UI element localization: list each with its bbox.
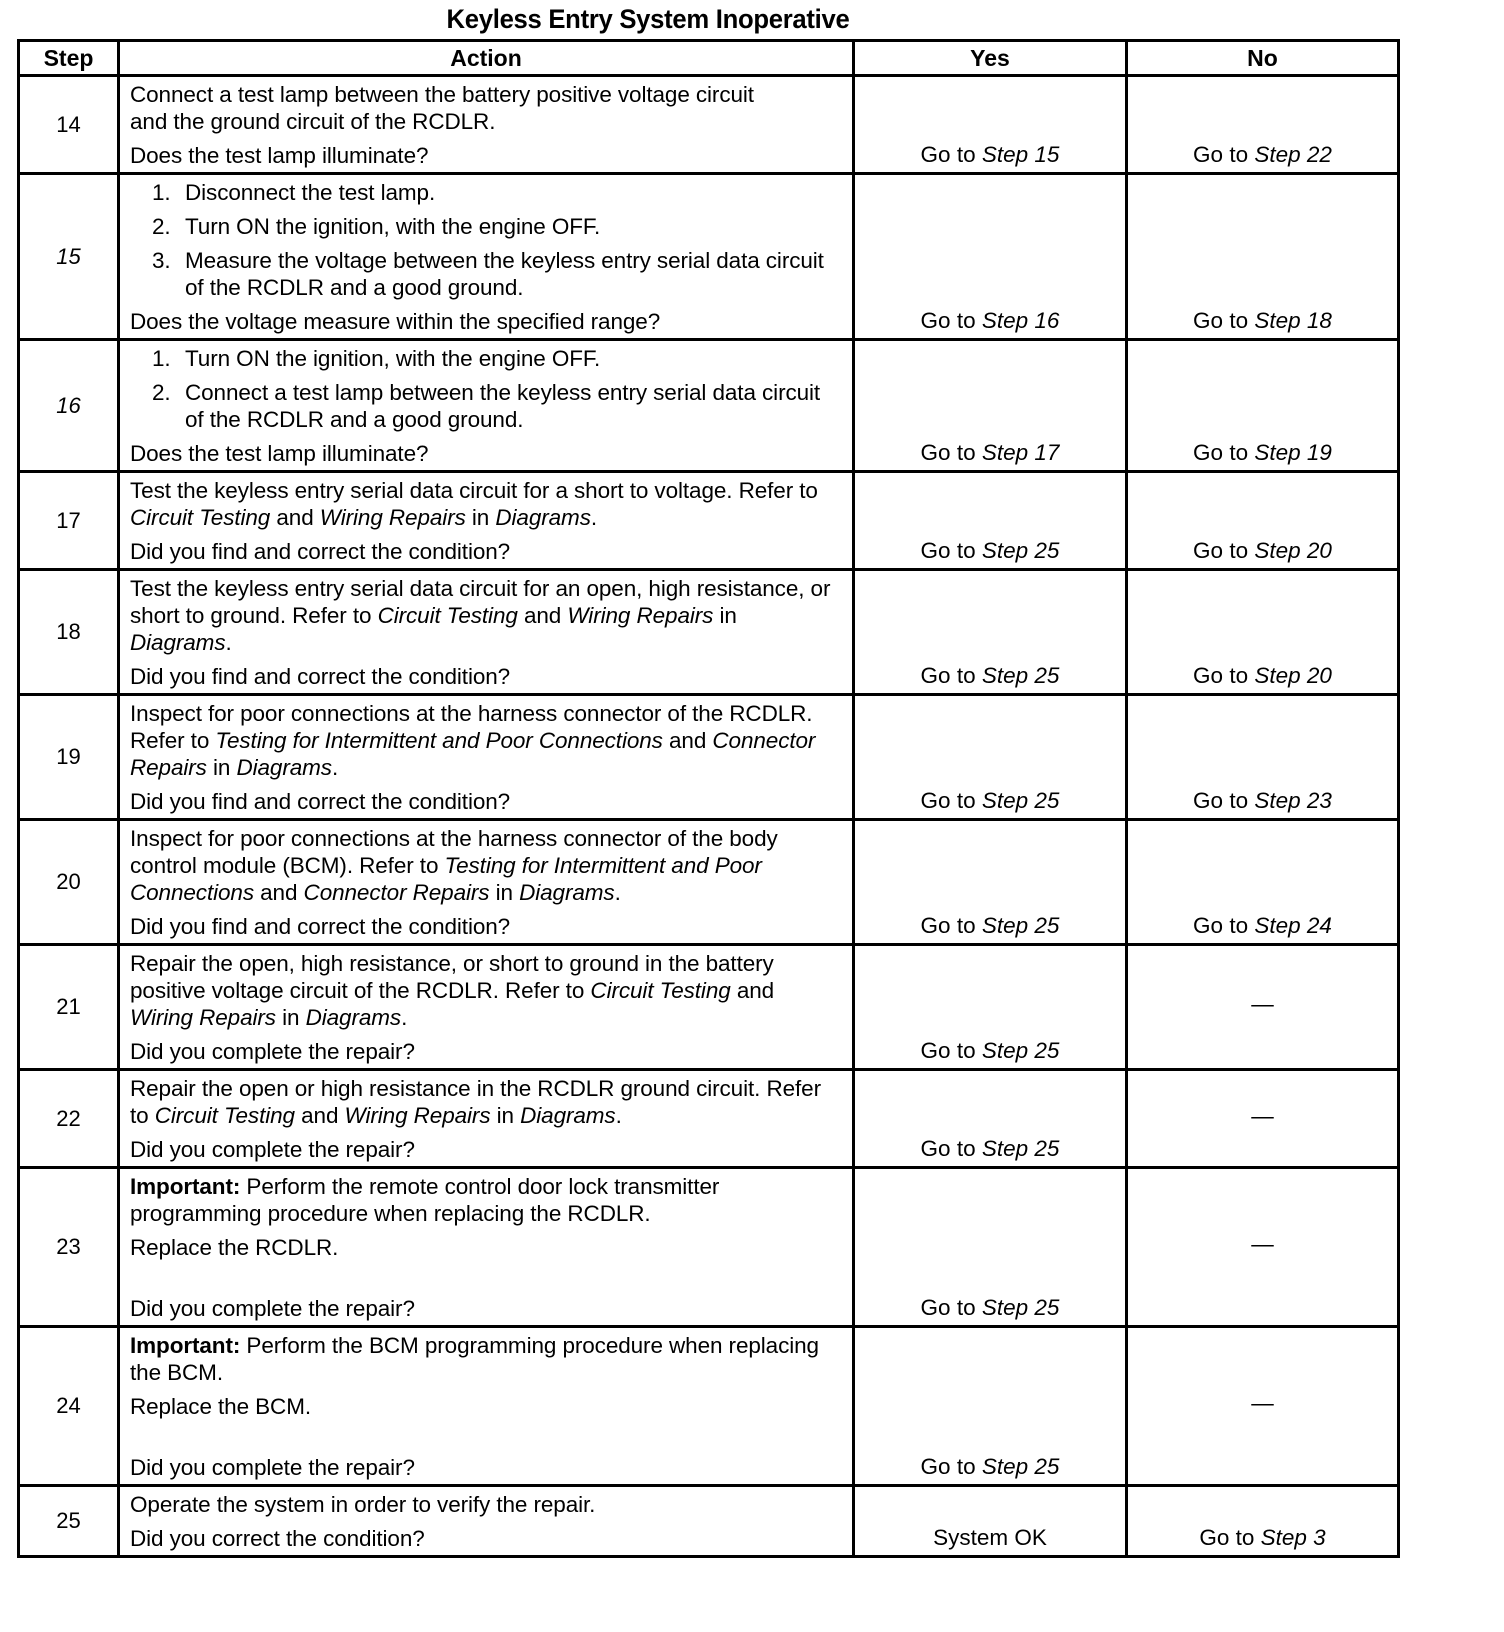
- no-step-number: 18: [1306, 308, 1332, 333]
- and-text: and: [523, 603, 562, 628]
- header-step: Step: [19, 41, 119, 76]
- in-text: in: [213, 755, 231, 780]
- reference-link: Diagrams: [520, 1103, 616, 1128]
- step-word: Step: [1254, 788, 1301, 813]
- action-cell: [119, 695, 854, 820]
- go-to-text: Go to: [1193, 913, 1249, 938]
- in-text: in: [282, 1005, 300, 1030]
- step-word: Step: [1254, 663, 1301, 688]
- instruction-text: Replace the BCM.: [130, 1394, 311, 1419]
- go-to-text: Go to: [1193, 308, 1249, 333]
- go-to-text: Go to: [1193, 538, 1249, 563]
- yes-cell: [854, 1168, 1127, 1327]
- step-number: 20: [19, 820, 119, 945]
- step-word: Step: [981, 1454, 1029, 1479]
- reference-link: Diagrams: [305, 1005, 402, 1030]
- no-cell: [1127, 1327, 1399, 1486]
- go-to-text: Go to: [920, 440, 976, 465]
- go-to-text: Go to: [920, 913, 976, 938]
- table-row: [19, 1486, 1399, 1557]
- step-number: 19: [19, 695, 119, 820]
- numbered-item: [152, 345, 842, 372]
- table-row: [19, 820, 1399, 945]
- step-number: 18: [19, 570, 119, 695]
- item-text: Turn ON the ignition, with the engine OFF.: [185, 214, 601, 239]
- item-text: Disconnect the test lamp.: [185, 180, 436, 205]
- yes-step-number: 25: [1034, 1038, 1060, 1063]
- period: .: [615, 1103, 622, 1128]
- diagnostic-table: [17, 39, 1400, 1558]
- step-word: Step: [981, 308, 1029, 333]
- go-to-text: Go to: [1193, 663, 1249, 688]
- question-text: Did you complete the repair?: [130, 1137, 415, 1162]
- action-text: [130, 1075, 842, 1129]
- reference-link: Circuit Testing: [154, 1103, 295, 1128]
- no-go-to: [1128, 788, 1397, 814]
- action-cell: [119, 472, 854, 570]
- question-text: Did you complete the repair?: [130, 1455, 415, 1480]
- question-text: Did you find and correct the condition?: [130, 789, 511, 814]
- important-label: Important:: [130, 1174, 241, 1199]
- no-cell: [1127, 76, 1399, 174]
- refer-to-text: Refer to: [505, 978, 585, 1003]
- go-to-text: Go to: [1199, 1525, 1255, 1550]
- table-row: [19, 76, 1399, 174]
- yes-go-to: [855, 1295, 1125, 1321]
- numbered-item: [152, 379, 842, 433]
- yes-go-to: [855, 1136, 1125, 1162]
- item-number: 3.: [152, 248, 171, 273]
- step-word: Step: [1260, 1525, 1307, 1550]
- not-applicable-dash: —: [1251, 991, 1274, 1017]
- no-cell: [1127, 1070, 1399, 1168]
- important-text: Perform the remote control door lock transmitter programming procedure when replacing the RCDLR.: [130, 1174, 720, 1226]
- yes-step-number: 25: [1034, 913, 1060, 938]
- step-number: 21: [19, 945, 119, 1070]
- lead-text: Inspect for poor connections at the harness connector of the body control module (BCM).: [130, 826, 778, 878]
- lead-text: Test the keyless entry serial data circuit for an open, high resistance, or short to ground.: [130, 576, 831, 628]
- question-text: Did you correct the condition?: [130, 1526, 425, 1551]
- yes-result: System OK: [933, 1525, 1047, 1550]
- important-label: Important:: [130, 1333, 241, 1358]
- no-step-number: 19: [1306, 440, 1332, 465]
- page-title: Keyless Entry System Inoperative: [446, 4, 850, 34]
- yes-go-to: [855, 1038, 1125, 1064]
- action-cell: [119, 1327, 854, 1486]
- reference-link: Wiring Repairs: [567, 603, 714, 628]
- no-cell: [1127, 174, 1399, 340]
- yes-go-to: [855, 308, 1125, 334]
- not-applicable-dash: —: [1251, 1231, 1274, 1257]
- reference-link: Connector Repairs: [130, 728, 816, 780]
- reference-link: Circuit Testing: [377, 603, 518, 628]
- action-cell: [119, 945, 854, 1070]
- yes-cell: [854, 820, 1127, 945]
- no-go-to: [1128, 1525, 1397, 1551]
- lead-text: Repair the open, high resistance, or short to ground in the battery positive voltage circuit of the RCDLR.: [130, 951, 774, 1003]
- step-word: Step: [1254, 308, 1301, 333]
- yes-step-number: 25: [1034, 1136, 1060, 1161]
- no-cell: [1127, 945, 1399, 1070]
- yes-go-to: [855, 663, 1125, 689]
- reference-link: Diagrams: [236, 755, 332, 780]
- yes-cell: [854, 1327, 1127, 1486]
- go-to-text: Go to: [920, 1295, 976, 1320]
- table-header-row: [19, 41, 1399, 76]
- step-word: Step: [981, 1038, 1029, 1063]
- question-text: Does the voltage measure within the specified range?: [130, 309, 661, 334]
- item-text: Connect a test lamp between the keyless entry serial data circuit of the RCDLR and a good ground.: [185, 380, 821, 432]
- go-to-text: Go to: [1193, 142, 1249, 167]
- period: .: [590, 505, 598, 530]
- no-cell: [1127, 695, 1399, 820]
- action-line: Connect a test lamp between the battery positive voltage circuit: [130, 82, 754, 107]
- item-number: 2.: [152, 380, 171, 405]
- yes-step-number: 25: [1034, 1454, 1060, 1479]
- yes-cell: [854, 570, 1127, 695]
- go-to-text: Go to: [1193, 788, 1249, 813]
- step-number: 17: [19, 472, 119, 570]
- and-text: and: [736, 978, 775, 1003]
- action-cell: [119, 1070, 854, 1168]
- step-word: Step: [981, 142, 1029, 167]
- action-text: [130, 700, 842, 781]
- table-row: [19, 695, 1399, 820]
- step-number: 24: [19, 1327, 119, 1486]
- step-number: 14: [19, 76, 119, 174]
- go-to-text: Go to: [920, 538, 976, 563]
- action-cell: [119, 76, 854, 174]
- question-text: Did you complete the repair?: [130, 1296, 415, 1321]
- reference-link: Wiring Repairs: [319, 505, 466, 530]
- period: .: [401, 1005, 408, 1030]
- step-number: 25: [19, 1486, 119, 1557]
- yes-cell: [854, 695, 1127, 820]
- question-text: Does the test lamp illuminate?: [130, 441, 429, 466]
- yes-step-number: 15: [1034, 142, 1060, 167]
- action-line: and the ground circuit of the RCDLR.: [130, 109, 496, 134]
- not-applicable-dash: —: [1251, 1390, 1274, 1416]
- reference-link: Circuit Testing: [130, 505, 271, 530]
- no-step-number: 20: [1306, 538, 1332, 563]
- action-cell: [119, 1486, 854, 1557]
- lead-text: Operate the system in order to verify the repair.: [130, 1492, 596, 1517]
- yes-go-to: [855, 142, 1125, 168]
- yes-cell: [854, 945, 1127, 1070]
- no-cell: [1127, 570, 1399, 695]
- reference-link: Diagrams: [519, 880, 615, 905]
- question-text: Did you complete the repair?: [130, 1039, 415, 1064]
- go-to-text: Go to: [920, 308, 976, 333]
- yes-step-number: 25: [1034, 788, 1060, 813]
- and-text: and: [260, 880, 298, 905]
- action-text: [130, 1491, 842, 1518]
- step-word: Step: [1254, 538, 1301, 563]
- yes-step-number: 17: [1034, 440, 1060, 465]
- action-cell: [119, 174, 854, 340]
- header-action: Action: [119, 41, 854, 76]
- table-row: [19, 174, 1399, 340]
- no-go-to: [1128, 538, 1397, 564]
- go-to-text: Go to: [920, 663, 976, 688]
- step-word: Step: [981, 663, 1029, 688]
- table-row: [19, 1327, 1399, 1486]
- no-step-number: 20: [1306, 663, 1332, 688]
- item-text: Measure the voltage between the keyless entry serial data circuit of the RCDLR and a good ground.: [185, 248, 824, 300]
- question-text: Did you find and correct the condition?: [130, 664, 511, 689]
- and-text: and: [276, 505, 314, 530]
- header-no: No: [1127, 41, 1399, 76]
- item-text: Turn ON the ignition, with the engine OFF.: [185, 346, 601, 371]
- refer-to-text: Refer to: [130, 728, 210, 753]
- reference-link: Diagrams: [130, 630, 226, 655]
- not-applicable-dash: —: [1251, 1102, 1274, 1128]
- question-text: Does the test lamp illuminate?: [130, 143, 429, 168]
- numbered-item: [152, 247, 842, 301]
- yes-step-number: 16: [1034, 308, 1060, 333]
- refer-to-text: Refer to: [738, 478, 818, 503]
- reference-link: Connector Repairs: [303, 880, 490, 905]
- no-cell: [1127, 1486, 1399, 1557]
- yes-go-to: [855, 788, 1125, 814]
- step-word: Step: [981, 440, 1029, 465]
- in-text: in: [496, 1103, 514, 1128]
- step-word: Step: [1254, 913, 1301, 938]
- period: .: [225, 630, 232, 655]
- no-step-number: 3: [1313, 1525, 1326, 1550]
- yes-cell: [854, 472, 1127, 570]
- go-to-text: Go to: [920, 142, 976, 167]
- no-go-to: [1128, 663, 1397, 689]
- yes-go-to: [855, 1454, 1125, 1480]
- item-number: 1.: [152, 346, 171, 371]
- question-text: Did you find and correct the condition?: [130, 914, 511, 939]
- lead-text: Repair the open or high resistance in the RCDLR ground circuit.: [130, 1076, 761, 1101]
- no-cell: [1127, 340, 1399, 472]
- yes-step-number: 25: [1034, 663, 1060, 688]
- reference-link: Testing for Intermittent and Poor Connections: [130, 853, 762, 905]
- no-go-to: [1128, 440, 1397, 466]
- action-text: [130, 575, 842, 656]
- no-step-number: 23: [1306, 788, 1332, 813]
- step-word: Step: [1254, 440, 1301, 465]
- period: .: [331, 755, 339, 780]
- important-note: [130, 1332, 842, 1386]
- action-cell: [119, 570, 854, 695]
- in-text: in: [719, 603, 737, 628]
- yes-go-to: [855, 913, 1125, 939]
- yes-cell: [854, 1486, 1127, 1557]
- go-to-text: Go to: [920, 1136, 976, 1161]
- lead-text: Inspect for poor connections at the harness connector of the RCDLR.: [130, 701, 813, 726]
- action-text: [130, 81, 842, 135]
- action-cell: [119, 340, 854, 472]
- reference-link: Testing for Intermittent and Poor Connections: [215, 728, 663, 753]
- step-number: 23: [19, 1168, 119, 1327]
- go-to-text: Go to: [920, 1454, 976, 1479]
- refer-to-text: Refer to: [359, 853, 439, 878]
- refer-to-text: Refer to: [292, 603, 372, 628]
- table-row: [19, 1168, 1399, 1327]
- yes-cell: [854, 174, 1127, 340]
- numbered-item: [152, 213, 842, 240]
- table-row: [19, 1070, 1399, 1168]
- yes-cell: [854, 1070, 1127, 1168]
- step-word: Step: [1254, 142, 1301, 167]
- yes-step-number: 25: [1034, 1295, 1060, 1320]
- action-cell: [119, 820, 854, 945]
- no-step-number: 22: [1306, 142, 1332, 167]
- table-row: [19, 945, 1399, 1070]
- question-text: Did you find and correct the condition?: [130, 539, 511, 564]
- and-text: and: [301, 1103, 339, 1128]
- important-text: Perform the BCM programming procedure when replacing the BCM.: [130, 1333, 819, 1385]
- in-text: in: [471, 505, 490, 530]
- reference-link: Wiring Repairs: [130, 1005, 276, 1030]
- no-cell: [1127, 472, 1399, 570]
- action-text: [130, 825, 842, 906]
- yes-go-to: [855, 538, 1125, 564]
- item-number: 1.: [152, 180, 171, 205]
- header-yes: Yes: [854, 41, 1127, 76]
- go-to-text: Go to: [920, 788, 976, 813]
- and-text: and: [669, 728, 707, 753]
- period: .: [614, 880, 621, 905]
- no-step-number: 24: [1306, 913, 1332, 938]
- reference-link: Wiring Repairs: [344, 1103, 491, 1128]
- action-cell: [119, 1168, 854, 1327]
- no-cell: [1127, 820, 1399, 945]
- no-go-to: [1128, 142, 1397, 168]
- numbered-item: [152, 179, 842, 206]
- step-number: 22: [19, 1070, 119, 1168]
- yes-go-to: [855, 440, 1125, 466]
- step-word: Step: [981, 1295, 1029, 1320]
- action-text: [130, 950, 842, 1031]
- table-row: [19, 570, 1399, 695]
- important-note: [130, 1173, 842, 1227]
- lead-text: Test the keyless entry serial data circuit for a short to voltage.: [130, 478, 733, 503]
- step-number: 16: [19, 340, 119, 472]
- reference-link: Diagrams: [495, 505, 591, 530]
- step-number: 15: [19, 174, 119, 340]
- yes-cell: [854, 340, 1127, 472]
- no-cell: [1127, 1168, 1399, 1327]
- table-row: [19, 340, 1399, 472]
- yes-cell: [854, 76, 1127, 174]
- no-go-to: [1128, 308, 1397, 334]
- spacer: [130, 1427, 842, 1454]
- instruction-text: Replace the RCDLR.: [130, 1235, 339, 1260]
- yes-step-number: 25: [1034, 538, 1060, 563]
- no-go-to: [1128, 913, 1397, 939]
- step-word: Step: [981, 538, 1029, 563]
- item-number: 2.: [152, 214, 171, 239]
- step-word: Step: [981, 788, 1029, 813]
- refer-to-text: Refer to: [130, 1076, 821, 1128]
- step-word: Step: [981, 913, 1029, 938]
- spacer: [130, 1268, 842, 1295]
- in-text: in: [495, 880, 513, 905]
- go-to-text: Go to: [920, 1038, 976, 1063]
- table-row: [19, 472, 1399, 570]
- step-word: Step: [981, 1136, 1029, 1161]
- reference-link: Circuit Testing: [590, 978, 731, 1003]
- go-to-text: Go to: [1193, 440, 1249, 465]
- action-text: [130, 477, 842, 531]
